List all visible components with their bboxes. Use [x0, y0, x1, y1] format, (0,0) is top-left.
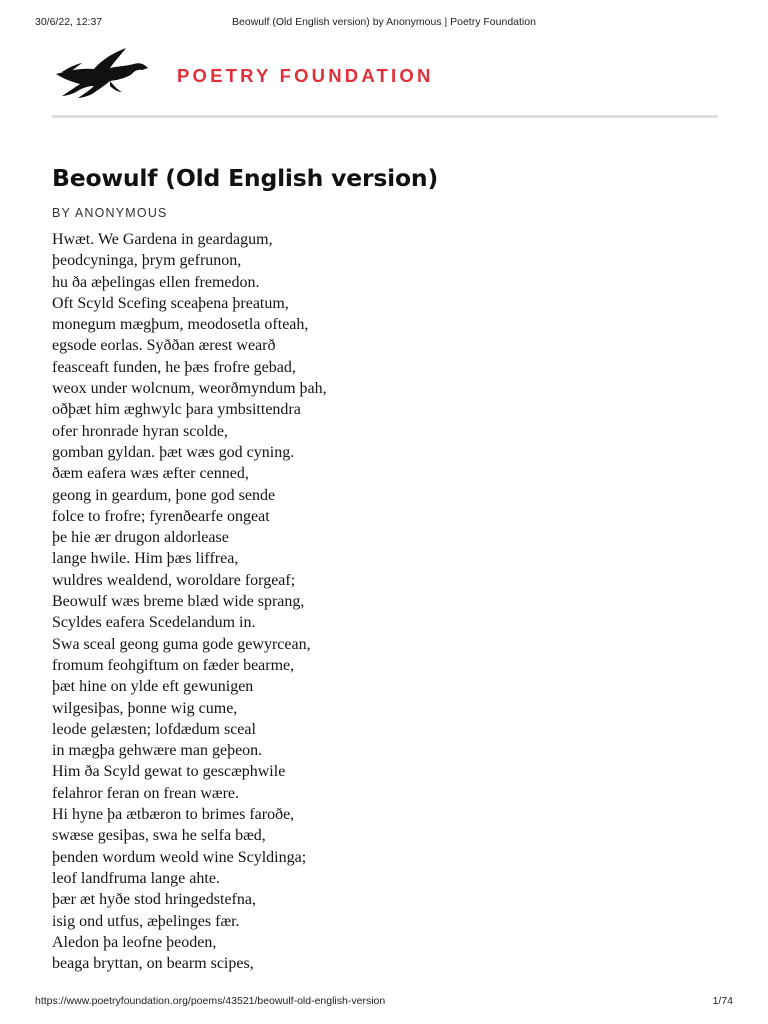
poem-line: in mægþa gehwære man geþeon. — [52, 742, 263, 760]
poem-line: þe hie ær drugon aldorlease — [52, 529, 229, 547]
poem-line: feasceaft funden, he þæs frofre gebad, — [52, 358, 296, 376]
poem-line: egsode eorlas. Syððan ærest wearð — [52, 337, 276, 355]
poem-body — [52, 229, 672, 974]
print-page-number: 1/74 — [712, 995, 733, 1007]
logo-wordmark: POETRY FOUNDATION — [177, 65, 434, 86]
poem-line: ofer hronrade hyran scolde, — [52, 422, 228, 440]
poem-line: Oft Scyld Scefing sceaþena þreatum, — [52, 294, 289, 312]
poem-line: lange hwile. Him þæs liffrea, — [52, 550, 239, 568]
poem-line: swæse gesiþas, swa he selfa bæd, — [52, 827, 266, 845]
poem-line: þæt hine on ylde eft gewunigen — [52, 678, 254, 696]
poem-line: monegum mægþum, meodosetla ofteah, — [52, 316, 309, 334]
poem-line: wilgesiþas, þonne wig cume, — [52, 699, 238, 717]
pegasus-icon — [52, 46, 152, 102]
poem-line: weox under wolcnum, weorðmyndum þah, — [52, 380, 327, 398]
poem-line: wuldres wealdend, woroldare forgeaf; — [52, 571, 296, 589]
poem-line: gomban gyldan. þæt wæs god cyning. — [52, 443, 295, 461]
poem-line: Aledon þa leofne þeoden, — [52, 933, 217, 951]
poem-line: beaga bryttan, on bearm scipes, — [52, 955, 254, 973]
poetry-foundation-logo[interactable] — [52, 46, 472, 102]
poem-byline[interactable]: BY ANONYMOUS — [52, 206, 168, 220]
print-document-title: Beowulf (Old English version) by Anonymous | Poetry Foundation — [232, 16, 536, 28]
poem-line: geong in geardum, þone god sende — [52, 486, 276, 504]
poem-line: Hi hyne þa ætbæron to brimes faroðe, — [52, 806, 295, 824]
poem-line: fromum feohgiftum on fæder bearme, — [52, 656, 295, 674]
poem-line: Swa sceal geong guma gode gewyrcean, — [52, 635, 311, 653]
poem-line: hu ða æþelingas ellen fremedon. — [52, 273, 260, 291]
poem-line: Beowulf wæs breme blæd wide sprang, — [52, 593, 305, 611]
print-footer — [35, 995, 733, 1009]
poem-line: Him ða Scyld gewat to gescæphwile — [52, 763, 286, 781]
print-datetime: 30/6/22, 12:37 — [35, 16, 103, 28]
header-divider — [52, 115, 718, 118]
poem-line: leof landfruma lange ahte. — [52, 869, 220, 887]
poem-line: þenden wordum weold wine Scyldinga; — [52, 848, 307, 866]
print-header — [35, 16, 733, 30]
poem-line: þeodcyninga, þrym gefrunon, — [52, 252, 242, 270]
poem-line: oðþæt him æghwylc þara ymbsittendra — [52, 401, 301, 419]
poem-line: ðæm eafera wæs æfter cenned, — [52, 465, 249, 483]
poem-title: Beowulf (Old English version) — [52, 164, 438, 192]
poem-line: Hwæt. We Gardena in geardagum, — [52, 231, 273, 248]
poem-line: þær æt hyðe stod hringedstefna, — [52, 891, 256, 909]
print-url: https://www.poetryfoundation.org/poems/43521/beowulf-old-english-version — [35, 995, 386, 1007]
poem-line: felahror feran on frean wære. — [52, 784, 240, 802]
poem-line: Scyldes eafera Scedelandum in. — [52, 614, 256, 632]
poem-line: folce to frofre; fyrenðearfe ongeat — [52, 507, 270, 525]
poem-line: leode gelæsten; lofdædum sceal — [52, 720, 256, 738]
poem-line: isig ond utfus, æþelinges fær. — [52, 912, 240, 930]
